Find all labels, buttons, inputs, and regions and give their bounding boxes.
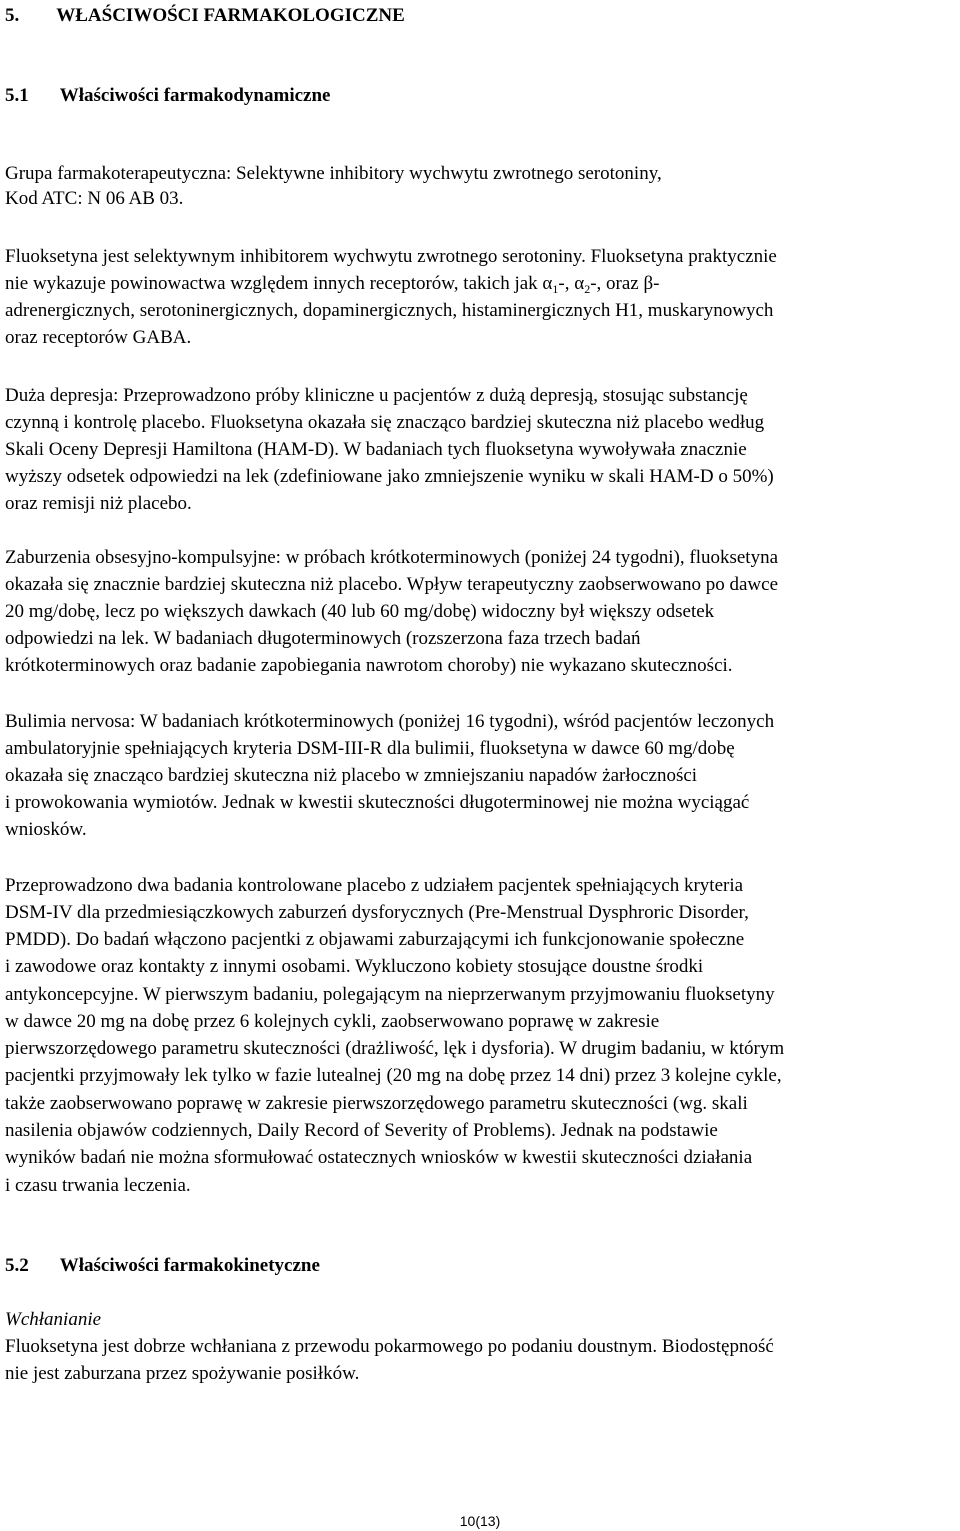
paragraph-line: odpowiedzi na lek. W badaniach długoterminowych (rozszerzona faza trzech badań: [5, 628, 641, 649]
paragraph-line: Zaburzenia obsesyjno-kompulsyjne: w próbach krótkoterminowych (poniżej 24 tygodni), fluoksetyna: [5, 547, 779, 568]
paragraph-line: Grupa farmakoterapeutyczna: Selektywne inhibitory wychwytu zwrotnego serotoniny,: [5, 163, 662, 184]
paragraph-line: pierwszorzędowego parametru skuteczności (drażliwość, lęk i dysforia). W drugim badaniu, w którym: [5, 1038, 785, 1059]
paragraph-line: adrenergicznych, serotoninergicznych, dopaminergicznych, histaminergicznych H1, muskarynowych: [5, 300, 774, 321]
paragraph-line: 20 mg/dobę, lecz po większych dawkach (40 lub 60 mg/dobę) widoczny był większy odsetek: [5, 601, 715, 622]
section-5-1-title: Właściwości farmakodynamiczne: [59, 85, 331, 106]
paragraph-line: krótkoterminowych oraz badanie zapobiegania nawrotom choroby) nie wykazano skuteczności.: [5, 655, 733, 676]
paragraph-line: wyników badań nie można sformułować ostatecznych wniosków w kwestii skuteczności działania: [5, 1147, 753, 1168]
paragraph-line: i czasu trwania leczenia.: [5, 1175, 191, 1196]
paragraph-line: wyższy odsetek odpowiedzi na lek (zdefiniowane jako zmniejszenie wyniku w skali HAM-D o 50%): [5, 466, 774, 487]
paragraph-line: czynną i kontrolę placebo. Fluoksetyna okazała się znacząco bardziej skuteczna niż placebo według: [5, 412, 765, 433]
paragraph-line: i prowokowania wymiotów. Jednak w kwestii skuteczności długoterminowej nie można wyciągać: [5, 792, 750, 813]
paragraph-line: nie jest zaburzana przez spożywanie posiłków.: [5, 1363, 360, 1384]
subheading-wchlanianie: Wchłanianie: [5, 1309, 102, 1330]
paragraph-line: Duża depresja: Przeprowadzono próby kliniczne u pacjentów z dużą depresją, stosując substancję: [5, 385, 748, 406]
section-5-2-number: 5.2: [5, 1255, 29, 1276]
paragraph-line: w dawce 20 mg na dobę przez 6 kolejnych cykli, zaobserwowano poprawę w zakresie: [5, 1011, 660, 1032]
paragraph-line: okazała się znacznie bardziej skuteczna niż placebo. Wpływ terapeutyczny zaobserwowano po dawce: [5, 574, 778, 595]
paragraph-line: antykoncepcyjne. W pierwszym badaniu, polegającym na nieprzerwanym przyjmowaniu fluoksetyny: [5, 984, 775, 1005]
paragraph-line: Skali Oceny Depresji Hamiltona (HAM-D). W badaniach tych fluoksetyna wywoływała znacznie: [5, 439, 747, 460]
paragraph-line: ambulatoryjnie spełniających kryteria DSM-III-R dla bulimii, fluoksetyna w dawce 60 mg/dobę: [5, 738, 735, 759]
paragraph-line: i zawodowe oraz kontakty z innymi osobami. Wykluczono kobiety stosujące doustne środki: [5, 956, 704, 977]
paragraph-line: Fluoksetyna jest selektywnym inhibitorem wychwytu zwrotnego serotoniny. Fluoksetyna praktycznie: [5, 246, 777, 267]
section-5-number: 5.: [5, 5, 20, 26]
section-5-title: WŁAŚCIWOŚCI FARMAKOLOGICZNE: [56, 5, 405, 26]
paragraph-line: wniosków.: [5, 819, 87, 840]
section-5-2-heading: [5, 1254, 320, 1278]
section-5-heading: [5, 4, 405, 28]
paragraph-line: Fluoksetyna jest dobrze wchłaniana z przewodu pokarmowego po podaniu doustnym. Biodostępność: [5, 1336, 774, 1357]
paragraph-line: PMDD). Do badań włączono pacjentki z objawami zaburzającymi ich funkcjonowanie społeczne: [5, 929, 745, 950]
paragraph-line: oraz receptorów GABA.: [5, 327, 192, 348]
paragraph-line: Kod ATC: N 06 AB 03.: [5, 188, 184, 209]
section-5-2-title: Właściwości farmakokinetyczne: [59, 1255, 320, 1276]
paragraph-line: oraz remisji niż placebo.: [5, 493, 192, 514]
paragraph-line: okazała się znacząco bardziej skuteczna niż placebo w zmniejszaniu napadów żarłoczności: [5, 765, 698, 786]
paragraph-line: pacjentki przyjmowały lek tylko w fazie lutealnej (20 mg na dobę przez 14 dni) przez 3 kolejne cykle,: [5, 1065, 782, 1086]
section-5-1-number: 5.1: [5, 85, 29, 106]
paragraph-line: Bulimia nervosa: W badaniach krótkoterminowych (poniżej 16 tygodni), wśród pacjentów leczonych: [5, 711, 775, 732]
section-5-1-heading: [5, 84, 330, 108]
page-number: 10(13): [459, 1513, 501, 1529]
paragraph-line: DSM-IV dla przedmiesiączkowych zaburzeń dysforycznych (Pre-Menstrual Dysphroric Disorder,: [5, 902, 749, 923]
paragraph-line: także zaobserwowano poprawę w zakresie pierwszorzędowego parametru skuteczności (wg. skali: [5, 1093, 748, 1114]
paragraph-line: Przeprowadzono dwa badania kontrolowane placebo z udziałem pacjentek spełniających kryteria: [5, 875, 744, 896]
paragraph-line: nasilenia objawów codziennych, Daily Record of Severity of Problems). Jednak na podstawie: [5, 1120, 718, 1141]
paragraph-line: nie wykazuje powinowactwa względem innych receptorów, takich jak $\alpha_1-$, $\alpha_2-$, oraz β-: [5, 273, 660, 296]
